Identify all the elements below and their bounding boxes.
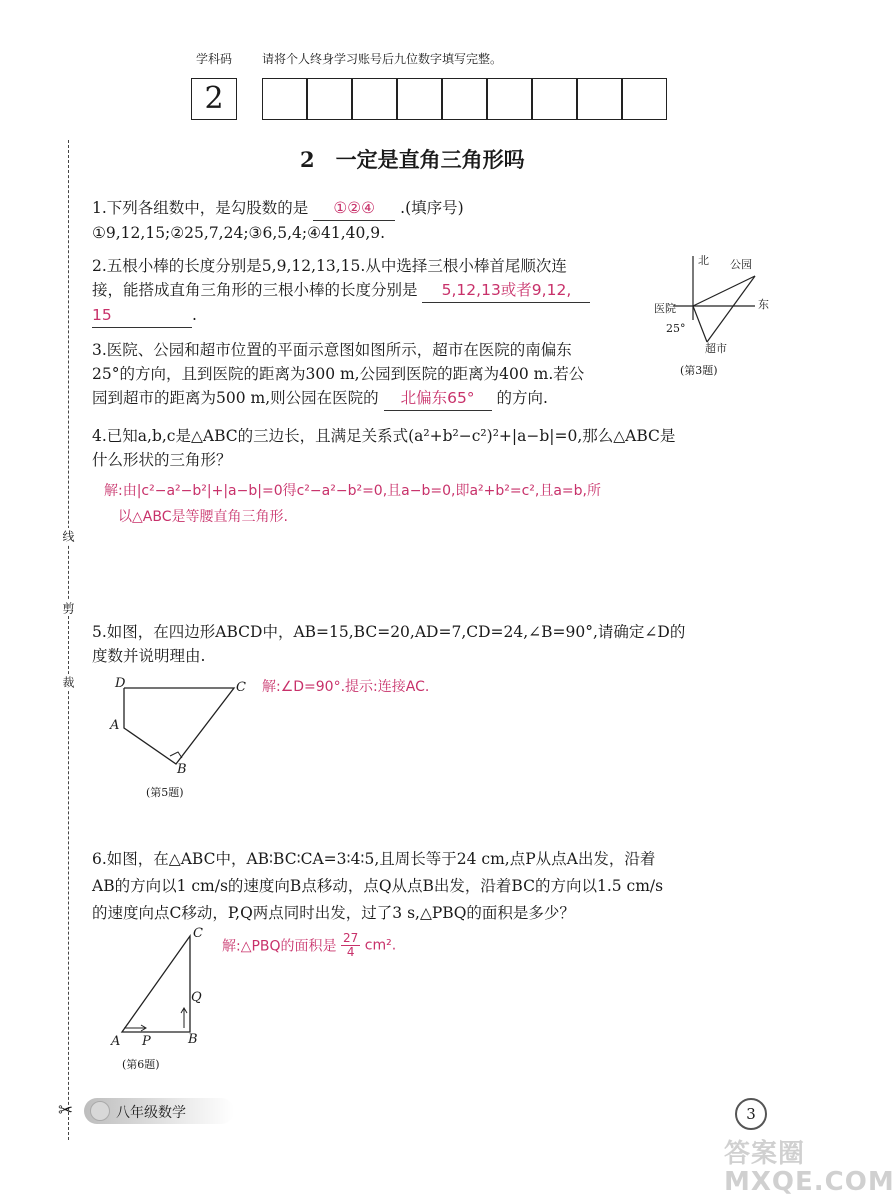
- cut-label: 剪: [61, 602, 75, 614]
- q6-line1: 6.如图，在△ABC中，AB∶BC∶CA=3∶4∶5,且周长等于24 cm,点P从点A出发，沿着: [92, 850, 656, 868]
- label-hospital: 医院: [654, 302, 676, 315]
- q3-answer[interactable]: 北偏东65°: [384, 386, 492, 411]
- q6-solution: [222, 932, 396, 959]
- q1-answer[interactable]: ①②④: [313, 196, 395, 221]
- park-market-line: [707, 276, 755, 342]
- q4-solution-line1: 解:由|c²−a²−b²|+|a−b|=0得c²−a²−b²=0,且a−b=0,即a²+b²=c²,且a=b,所: [104, 483, 601, 499]
- account-digit-box[interactable]: [352, 78, 397, 120]
- q3-caption: (第3题): [680, 364, 718, 377]
- q2-line1: 2.五根小棒的长度分别是5,9,12,13,15.从中选择三根小棒首尾顺次连: [92, 257, 567, 275]
- q6-line2: AB的方向以1 cm/s的速度向B点移动，点Q从点B出发，沿着BC的方向以1.5 cm/s: [92, 877, 664, 895]
- account-digit-box[interactable]: [262, 78, 307, 120]
- watermark: 答案圈 MXQE.COM: [724, 1139, 895, 1197]
- section-title: 2 一定是直角三角形吗: [300, 147, 525, 172]
- q1-options: ①9,12,15;②25,7,24;③6,5,4;④41,40,9.: [92, 224, 386, 242]
- scissors-icon: ✂: [58, 1100, 74, 1121]
- triangle-abc: [122, 936, 190, 1032]
- q3-line3: 园到超市的距离为500 m,则公园在医院的: [92, 389, 379, 407]
- label-angle: 25°: [666, 322, 686, 335]
- q5-caption: (第5题): [146, 786, 184, 799]
- vertex-d: D: [115, 676, 126, 691]
- q5-line2: 度数并说明理由.: [92, 647, 206, 665]
- q3-line2: 25°的方向，且到医院的距离为300 m,公园到医院的距离为400 m.若公: [92, 365, 585, 383]
- page-number: 3: [735, 1098, 767, 1130]
- account-digit-box[interactable]: [487, 78, 532, 120]
- subject-code-label: 学科码: [196, 52, 233, 66]
- subject-code-box[interactable]: [191, 78, 237, 120]
- hospital-market-line: [693, 306, 707, 342]
- label-east: 东: [758, 298, 769, 311]
- footer-book-title: 八年级数学: [116, 1105, 186, 1121]
- q6-caption: (第6题): [122, 1058, 160, 1071]
- label-park: 公园: [730, 258, 752, 271]
- q6-line3: 的速度向点C移动，P,Q两点同时出发，过了3 s,△PBQ的面积是多少？: [92, 904, 575, 922]
- account-digit-box[interactable]: [442, 78, 487, 120]
- fraction-numerator: 27: [343, 931, 359, 945]
- question-1: [92, 196, 782, 245]
- label-market: 超市: [705, 342, 727, 355]
- vertex-c: C: [236, 680, 246, 695]
- q6-fraction: [341, 932, 360, 959]
- q1-text: 1.下列各组数中，是勾股数的是: [92, 199, 309, 217]
- q3-line3-end: 的方向.: [496, 389, 548, 407]
- question-2: [92, 254, 652, 328]
- vertex-a: A: [110, 718, 120, 733]
- footer-badge-icon: [90, 1101, 110, 1121]
- q2-end: .: [192, 306, 197, 324]
- point-p: P: [142, 1034, 151, 1049]
- q6-solution-unit: cm².: [364, 937, 397, 954]
- subject-code-value: 2: [204, 81, 224, 116]
- right-angle-mark: [170, 752, 182, 758]
- q2-line2: 接，能搭成直角三角形的三根小棒的长度分别是: [92, 281, 418, 299]
- q4-line2: 什么形状的三角形？: [92, 451, 232, 469]
- account-digit-box[interactable]: [622, 78, 667, 120]
- fraction-denominator: 4: [346, 945, 355, 959]
- vertex-b: B: [177, 762, 187, 777]
- q4-solution: [104, 478, 784, 530]
- q2-answer-a[interactable]: 5,12,13或者9,12,: [422, 278, 590, 303]
- q2-answer-b[interactable]: 15: [92, 303, 192, 328]
- account-digit-box[interactable]: [397, 78, 442, 120]
- question-5: [92, 620, 782, 668]
- label-north: 北: [698, 254, 709, 267]
- point-q: Q: [191, 990, 202, 1005]
- cut-label: 裁: [61, 676, 75, 688]
- question-4: [92, 424, 782, 472]
- q4-line1: 4.已知a,b,c是△ABC的三边长，且满足关系式(a²+b²−c²)²+|a−b|=0,那么△ABC是: [92, 427, 676, 445]
- question-6: [92, 846, 782, 927]
- cut-line: [68, 140, 69, 1140]
- hospital-park-line: [693, 276, 755, 306]
- vertex-a: A: [111, 1034, 121, 1049]
- cut-label: 线: [61, 530, 75, 542]
- vertex-b: B: [188, 1032, 198, 1047]
- q3-line1: 3.医院、公园和超市位置的平面示意图如图所示，超市在医院的南偏东: [92, 341, 572, 359]
- q5-solution: 解:∠D=90°.提示:连接AC.: [262, 679, 430, 695]
- q6-solution-text: 解:△PBQ的面积是: [222, 938, 337, 955]
- vertex-c: C: [193, 926, 203, 941]
- q5-line1: 5.如图，在四边形ABCD中，AB=15,BC=20,AD=7,CD=24,∠B=90°,请确定∠D的: [92, 623, 686, 641]
- account-instruction: 请将个人终身学习账号后九位数字填写完整。: [262, 52, 503, 66]
- q4-solution-line2: 以△ABC是等腰直角三角形.: [118, 509, 288, 525]
- account-digit-box[interactable]: [307, 78, 352, 120]
- q5-figure: [110, 676, 250, 776]
- question-3: [92, 338, 652, 411]
- account-digit-box[interactable]: [577, 78, 622, 120]
- account-digit-box[interactable]: [532, 78, 577, 120]
- q1-text-end: .(填序号): [400, 199, 464, 217]
- q6-figure: [112, 928, 202, 1040]
